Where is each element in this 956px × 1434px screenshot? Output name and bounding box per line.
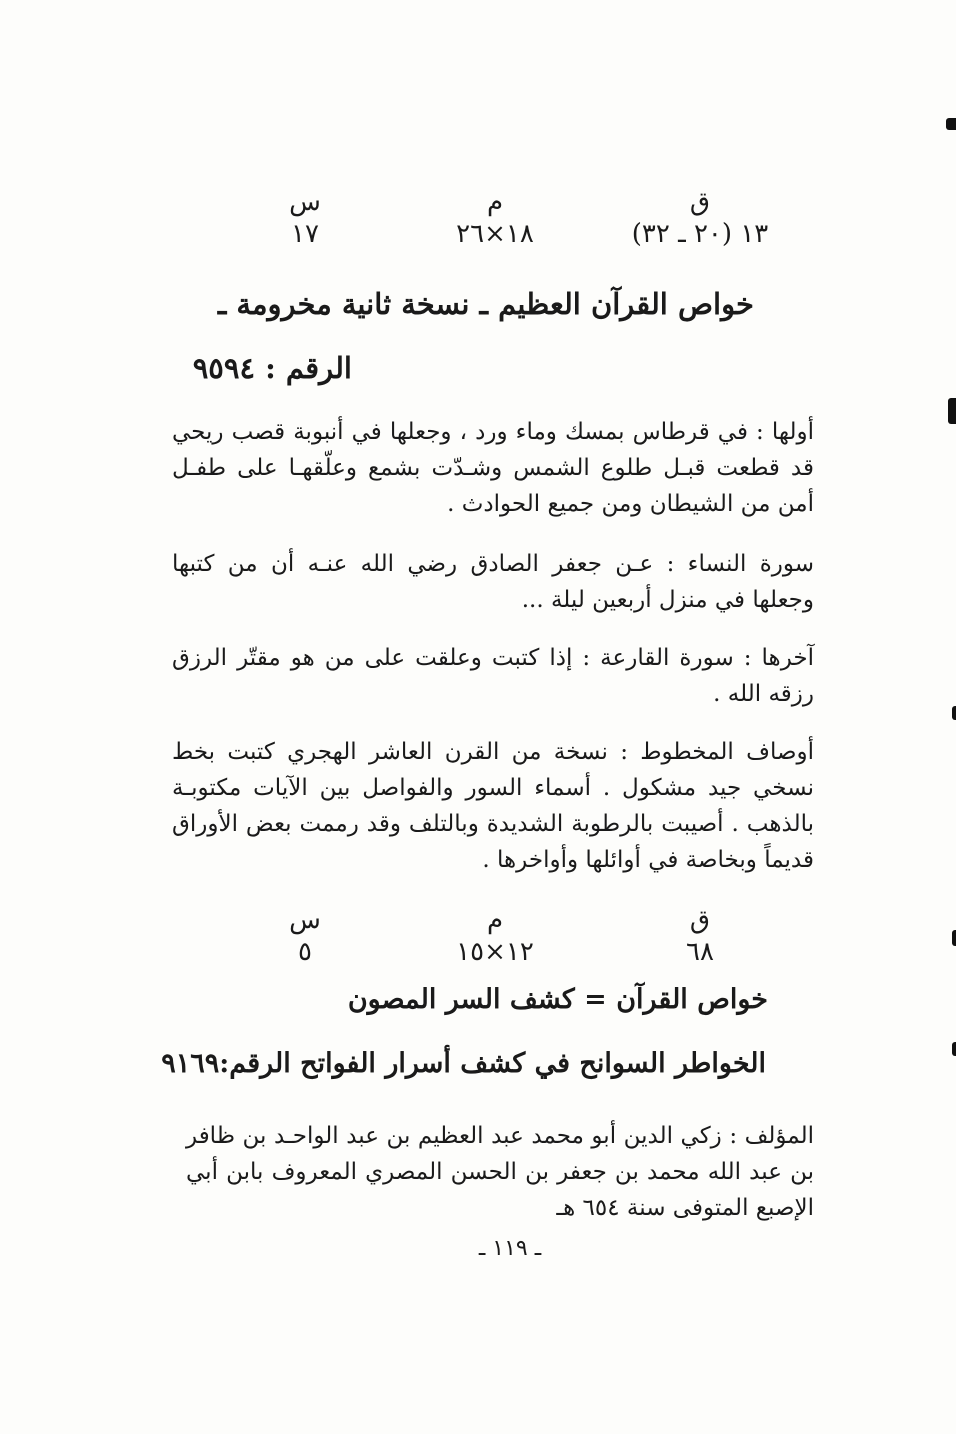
header-q: ق: [689, 905, 711, 935]
top-dimensions-table: [230, 186, 790, 250]
description-block: [186, 1118, 814, 1226]
table-value-row: [230, 936, 790, 968]
manuscript-description-paragraph: أوصاف المخطوط : نسخة من القرن العاشر الهجري كتبت بخط نسخي جيد مشكول . أسماء السور والفواصل بين الآيات مكتوبـة بالذهب . أصيبت بالرطوبة الشديدة وبالتلف وقد رممت بعض الأوراق قديماً وبخاصة في أوائلها وأواخرها .: [172, 739, 814, 873]
page-number: ـ ١١٩ ـ: [478, 1236, 542, 1261]
value-q: ٦٨: [686, 937, 714, 967]
scan-edge-mark: [952, 1042, 956, 1056]
value-s: ٥: [298, 937, 312, 967]
scan-edge-mark: [948, 398, 956, 424]
description-block: [172, 546, 814, 618]
scan-edge-mark: [946, 118, 956, 130]
explicit-paragraph: آخرها : سورة القارعة : إذا كتبت وعلقت على من هو مقتّر الرزق رزقه الله .: [172, 645, 814, 707]
value-m: ١٢×١٥: [456, 937, 534, 967]
entry-title: الخواطر السوانح في كشف أسرار الفواتح الرقم:٩١٦٩: [161, 1048, 766, 1079]
header-m: م: [486, 905, 504, 935]
scan-edge-mark: [952, 706, 956, 720]
description-block: [172, 734, 814, 878]
alternate-title: خواص القرآن = كشف السر المصون: [347, 984, 768, 1015]
incipit-paragraph: أولها : في قرطاس بمسك وماء ورد ، وجعلها في أنبوبة قصب ريحي قد قطعت قبـل طلوع الشمس وشـدّت بشمع وعلّقهـا على طفـل أمن من الشيطان ومن جميع الحوادث .: [172, 419, 814, 517]
surah-paragraph: سورة النساء : عـن جعفر الصادق رضي الله عنـه أن من كتبها وجعلها في منزل أربعين ليلة ...: [172, 551, 814, 613]
header-m: م: [486, 187, 504, 217]
value-q: ١٣ (٢٠ ـ ٣٢): [631, 219, 769, 249]
value-m: ١٨×٢٦: [456, 219, 534, 249]
description-block: [172, 640, 814, 712]
table-value-row: [230, 218, 790, 250]
header-s: س: [289, 187, 321, 217]
entry-title: خواص القرآن العظيم ـ نسخة ثانية مخرومة ـ: [217, 287, 754, 321]
author-paragraph: المؤلف : زكي الدين أبو محمد عبد العظيم بن عبد الواحـد بن ظافر بن عبد الله محمد بن جعفر بن الحسن المصري المعروف بابن أبي الإصبع المتوفى سنة ٦٥٤ هـ: [186, 1123, 814, 1221]
header-s: س: [289, 905, 321, 935]
description-block: [172, 414, 814, 522]
scan-edge-mark: [952, 930, 956, 946]
header-q: ق: [689, 187, 711, 217]
entry-number: الرقم : ٩٥٩٤: [192, 351, 352, 385]
bottom-dimensions-table: [230, 904, 790, 968]
table-header-row: [230, 186, 790, 218]
table-header-row: [230, 904, 790, 936]
value-s: ١٧: [291, 219, 319, 249]
